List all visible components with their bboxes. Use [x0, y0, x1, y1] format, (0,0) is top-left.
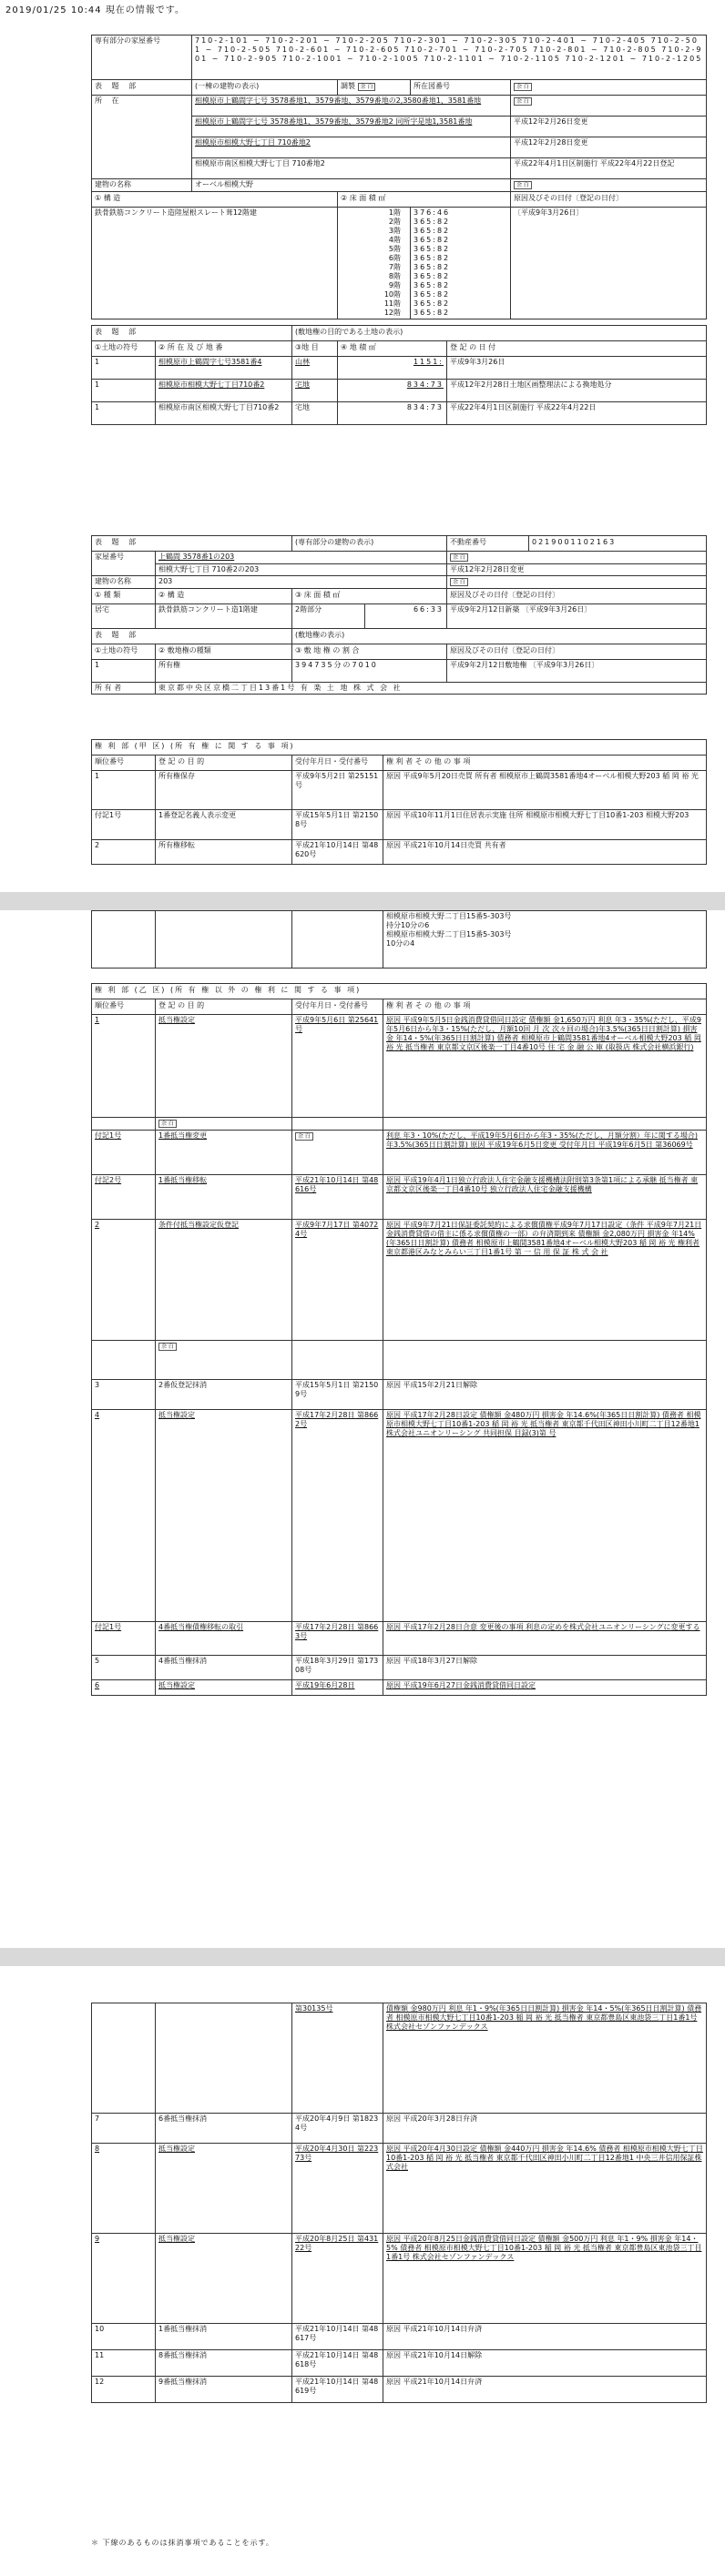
- blank-stamp: 余 白: [514, 181, 532, 189]
- land-title: 表 題 部: [92, 326, 292, 341]
- floor-2: 2階: [388, 218, 401, 226]
- otsu-no: 1: [92, 1015, 156, 1118]
- land-cat: 宅地: [292, 402, 338, 425]
- otsu-purpose: 8番抵当権抹消: [156, 2350, 292, 2377]
- unit-h-struct: ② 構 造: [156, 589, 292, 604]
- otsu-recv: 平成15年5月1日 第21509号: [292, 1380, 383, 1410]
- otsu-no: 8: [92, 2144, 156, 2234]
- unit-name-label: 建物の名称: [92, 576, 156, 589]
- otsu-no: 付記2号: [92, 1175, 156, 1220]
- land-title-sub: (敷地権の目的である土地の表示): [292, 326, 707, 341]
- kou-cont-detail: [383, 911, 707, 969]
- floor-area-header: ② 床 面 積 ㎡: [338, 192, 511, 208]
- land-header-no: ①土地の符号: [92, 341, 156, 357]
- structure-header: ① 構 造: [92, 192, 338, 208]
- land-row: [92, 402, 707, 425]
- otsu-detail: 原因 平成19年6月27日金銭消費貸借同日設定: [383, 1680, 707, 1696]
- otsu-purpose: 4番抵当権抹消: [156, 1656, 292, 1680]
- unit-title-sub: (専有部分の建物の表示): [292, 536, 447, 552]
- kou-recv: 平成15年5月1日 第21508号: [292, 810, 383, 840]
- otsu-continuation-table: [91, 2003, 707, 2403]
- location-line-4-date: 平成22年4月1日区制施行 平成22年4月22日登記: [511, 158, 707, 179]
- land-area: 834:73: [338, 380, 447, 402]
- otsu-recv: 平成18年3月29日 第17308号: [292, 1656, 383, 1680]
- otsu-purpose: 1番抵当権抹消: [156, 2324, 292, 2350]
- otsu-no: 4: [92, 1410, 156, 1622]
- building-name-date: [511, 179, 707, 192]
- fudosan-number: 0219001102163: [529, 536, 707, 552]
- location-line-2: 相模原市上鶴間字七号 3578番地1、3579番地、3579番地2 同所字是地1,3581番地: [192, 117, 511, 137]
- blank-stamp: 余 白: [158, 1343, 177, 1351]
- otsu-purpose: 抵当権設定: [156, 1410, 292, 1622]
- otsu-recv: 平成21年10月14日 第48616号: [292, 1175, 383, 1220]
- kou-row: [92, 840, 707, 865]
- page-1: [0, 0, 725, 892]
- otsu-purpose: 抵当権設定: [156, 2234, 292, 2324]
- otsu-h-detail: 権 利 者 そ の 他 の 事 項: [383, 999, 707, 1015]
- otsu-table: [91, 983, 707, 1696]
- otsu-purpose: 抵当権設定: [156, 1680, 292, 1696]
- land-row: [92, 380, 707, 402]
- otsu-detail: 原因 平成17年2月28日合意 変更後の事項 利息の定めを株式会社ユニオンリーシングに変更する: [383, 1622, 707, 1656]
- otsu-row: [92, 1622, 707, 1656]
- land-cat: 宅地: [292, 380, 338, 402]
- land-loc: 相模原市南区相模大野七丁目710番2: [156, 402, 292, 425]
- otsu-no: 3: [92, 1380, 156, 1410]
- kou-row: [92, 810, 707, 840]
- map-number-label: 所在図番号: [411, 80, 511, 96]
- shikichi-h-no: ①土地の符号: [92, 644, 156, 660]
- otsu-row: [92, 2114, 707, 2144]
- chosei-label: 調製 余 白: [338, 80, 411, 96]
- otsu-purpose: 抵当権設定: [156, 1015, 292, 1118]
- otsu-row: [92, 1131, 707, 1175]
- kou-h-purpose: 登 記 の 目 的: [156, 756, 292, 771]
- shikichi-h-kind: ② 敷地権の種類: [156, 644, 292, 660]
- kou-recv: 平成21年10月14日 第48620号: [292, 840, 383, 865]
- floor-11: 11階: [383, 299, 401, 308]
- otsu-detail: 利息 年3・10%(ただし、平成19年5月6日から年3・35%(ただし、月額分割）年に関する場合)年3.5%(365日日割計算) 原因 平成19年6月5日変更 受付年月日 平成19年6月5日 第36069号: [383, 1131, 707, 1175]
- blank-stamp: 余 白: [358, 83, 376, 91]
- area-10: 365:82: [414, 290, 451, 299]
- shikichi-h-date: 原因及びその日付〔登記の日付〕: [447, 644, 707, 660]
- area-11: 365:82: [414, 299, 451, 308]
- otsu-detail: 原因 平成15年2月21日解除: [383, 1380, 707, 1410]
- otsu-row: [92, 2350, 707, 2377]
- kou-purpose: 所有権移転: [156, 840, 292, 865]
- land-no: 1: [92, 357, 156, 380]
- otsu-purpose: 9番抵当権抹消: [156, 2377, 292, 2403]
- otsu-recv: 平成17年2月28日 第8662号: [292, 1410, 383, 1622]
- kou-no: 2: [92, 840, 156, 865]
- land-date: 平成22年4月1日区制施行 平成22年4月22日: [447, 402, 707, 425]
- structure-value: 鉄骨鉄筋コンクリート造陸屋根スレート葺12階建: [92, 208, 338, 319]
- structure-date: 〔平成9年3月26日〕: [511, 208, 707, 319]
- shikichi-title-sub: (敷地権の表示): [292, 629, 707, 644]
- area-12: 365:82: [414, 309, 451, 317]
- otsu-title: 権 利 部 (乙 区) (所 有 権 以 外 の 権 利 に 関 す る 事 項): [92, 984, 707, 999]
- otsu-row: [92, 2234, 707, 2324]
- land-cat: 山林: [292, 357, 338, 380]
- location-line-1-date: [511, 96, 707, 117]
- land-header-date: 登 記 の 日 付: [447, 341, 707, 357]
- unit-title: 表 題 部: [92, 536, 292, 552]
- land-no: 1: [92, 380, 156, 402]
- floor-9: 9階: [388, 281, 401, 289]
- land-area: 834:73: [338, 402, 447, 425]
- building-name: オーベル相模大野: [192, 179, 511, 192]
- otsu-no: 付記1号: [92, 1131, 156, 1175]
- otsu-no: 9: [92, 2234, 156, 2324]
- floor-list: [338, 208, 411, 319]
- location-line-4: 相模原市南区相模大野七丁目 710番地2: [192, 158, 511, 179]
- land-header-cat: ③地 目: [292, 341, 338, 357]
- kou-continuation: [91, 910, 707, 969]
- kaoku-line-2-date: 平成12年2月28日変更: [447, 564, 707, 576]
- unit-number-list: 710-2-101 ~ 710-2-201 ~ 710-2-205 710-2-301 ~ 710-2-305 710-2-401 ~ 710-2-405 710-2-501 ~ 710-2-505 710-2-601 ~ 710-2-605 710-2-701 ~ 710-2-705 710-2-801 ~ 710-2-805 710-2-901 ~ 710-2-905 710-2-1001 ~ 710-2-1005 710-2-1101 ~ 710-2-1105 710-2-1201 ~ 710-2-1205: [192, 35, 707, 80]
- otsu-row: [92, 1680, 707, 1696]
- unit-number-label: 専有部分の家屋番号: [92, 35, 192, 80]
- area-list: [411, 208, 511, 319]
- kou-h-detail: 権 利 者 そ の 他 の 事 項: [383, 756, 707, 771]
- otsu-row: [92, 2324, 707, 2350]
- otsu-row: [92, 1656, 707, 1680]
- otsu-detail: 原因 平成20年3月28日弁済: [383, 2114, 707, 2144]
- blank-stamp: 余 白: [450, 578, 468, 586]
- otsu-detail: 原因 平成21年10月14日解除: [383, 2350, 707, 2377]
- otsu-no: 5: [92, 1656, 156, 1680]
- cause-date-header: 原因及びその日付〔登記の日付〕: [511, 192, 707, 208]
- floor-5: 5階: [388, 245, 401, 253]
- unit-date: 平成9年2月12日新築 〔平成9年3月26日〕: [447, 604, 707, 629]
- kaoku-label: 家屋番号: [92, 552, 156, 576]
- blank-stamp: 余 白: [450, 553, 468, 562]
- otsu-detail: 原因 平成19年4月1日独立行政法人住宅金融支援機構法附則第3条第1項による承継 抵当権者 東京都文京区後楽一丁目4番10号 独立行政法人住宅金融支援機構: [383, 1175, 707, 1220]
- otsu-detail: 原因 平成17年2月28日設定 債権額 金480万円 損害金 年14.6%(年365日日割計算) 債務者 相模原市相模大野七丁目10番1-203 稲 岡 裕 光 抵当権者 東京都千代田区神田小川町二丁目12番地1 株式会社ユニオンリーシング 共同担保 目録(3)第 号: [383, 1410, 707, 1622]
- otsu-no: 2: [92, 1220, 156, 1341]
- unit-name-date: [447, 576, 707, 589]
- area-1: 376:46: [414, 208, 451, 217]
- otsu-purpose: 抵当権設定: [156, 2144, 292, 2234]
- kou-no: 1: [92, 771, 156, 810]
- floor-8: 8階: [388, 272, 401, 280]
- kou-detail: 原因 平成21年10月14日売買 共有者: [383, 840, 707, 865]
- floor-7: 7階: [388, 263, 401, 271]
- unit-table: [91, 535, 707, 695]
- shikichi-no: 1: [92, 660, 156, 683]
- land-table: [91, 325, 707, 425]
- area-2: 365:82: [414, 218, 451, 226]
- floor-12: 12階: [383, 309, 401, 317]
- otsu-row: [92, 1175, 707, 1220]
- title-section-sub: (一棟の建物の表示): [192, 80, 338, 96]
- title-section-label: 表 題 部: [92, 80, 192, 96]
- footnote: ＊ 下線のあるものは抹消事項であることを示す。: [91, 2539, 274, 2547]
- unit-area: 66:33: [365, 604, 447, 629]
- otsu-purpose: 2番仮登記抹消: [156, 1380, 292, 1410]
- location-label: 所 在: [92, 96, 192, 179]
- kou-cont-no: [92, 911, 156, 969]
- kou-detail: 原因 平成9年5月20日売買 所有者 相模原市上鶴間3581番地4オーベル相模大野203 稲 岡 裕 光: [383, 771, 707, 810]
- otsu-detail: 原因 平成20年8月25日金銭消費貸借同日設定 債権額 金500万円 利息 年1・9% 損害金 年14・5% 債務者 相模原市相模大野七丁目10番1-203 稲 岡 裕 光 抵当権者 東京都豊島区東池袋三丁目1番1号 株式会社セゾンファンデックス: [383, 2234, 707, 2324]
- land-area: 1151:: [338, 357, 447, 380]
- unit-name: 203: [156, 576, 447, 589]
- location-line-2-date: 平成12年2月26日変更: [511, 117, 707, 137]
- otsu-purpose: 条件付抵当権設定仮登記: [156, 1220, 292, 1341]
- kou-detail: 原因 平成10年11月1日住居表示実施 住所 相模原市相模大野七丁目10番1-203 相模大野203: [383, 810, 707, 840]
- blank-stamp: 余 白: [295, 1132, 313, 1141]
- timestamp: 2019/01/25 10:44 現在の情報です。: [5, 5, 186, 15]
- kou-recv: 平成9年5月2日 第25151号: [292, 771, 383, 810]
- otsu-cont-recv: 第30135号: [292, 2003, 383, 2114]
- area-8: 365:82: [414, 272, 451, 280]
- area-9: 365:82: [414, 281, 451, 289]
- area-3: 365:82: [414, 227, 451, 235]
- kou-no: 付記1号: [92, 810, 156, 840]
- blank-stamp: 余 白: [514, 83, 532, 91]
- otsu-recv: 平成9年7月17日 第40724号: [292, 1220, 383, 1341]
- floor-3: 3階: [388, 227, 401, 235]
- kou-purpose: 所有権保存: [156, 771, 292, 810]
- shikichi-h-ratio: ③ 敷 地 権 の 割 合: [292, 644, 447, 660]
- coowner-1-address: 相模原市相模大野二丁目15番5-303号: [386, 912, 512, 920]
- page-3: [0, 1966, 725, 2576]
- otsu-recv: 平成20年4月30日 第22373号: [292, 2144, 383, 2234]
- otsu-no: 12: [92, 2377, 156, 2403]
- blank-stamp: 余 白: [514, 97, 532, 106]
- kou-table: [91, 739, 707, 865]
- owner-label: 所 有 者: [92, 683, 156, 695]
- floor-10: 10階: [383, 290, 401, 299]
- coowner-1-share: 持分10分の6: [386, 921, 430, 929]
- map-number-value: [511, 80, 707, 96]
- otsu-no: 7: [92, 2114, 156, 2144]
- land-loc: 相模原市相模大野七丁目710番2: [156, 380, 292, 402]
- unit-h-date: 原因及びその日付〔登記の日付〕: [447, 589, 707, 604]
- otsu-detail: 原因 平成21年10月14日弁済: [383, 2377, 707, 2403]
- otsu-row: [92, 1015, 707, 1118]
- shikichi-title: 表 題 部: [92, 629, 292, 644]
- kou-purpose: 1番登記名義人表示変更: [156, 810, 292, 840]
- owner-value: 東京都中央区京橋二丁目13番1号 有 楽 土 地 株 式 会 社: [156, 683, 707, 695]
- unit-h-kind: ① 種 類: [92, 589, 156, 604]
- area-6: 365:82: [414, 254, 451, 262]
- unit-h-area: ③ 床 面 積 ㎡: [292, 589, 447, 604]
- coowner-2-address: 相模原市相模大野二丁目15番5-303号: [386, 930, 512, 938]
- unit-kind: 居宅: [92, 604, 156, 629]
- otsu-purpose: 1番抵当権移転: [156, 1175, 292, 1220]
- area-4: 365:82: [414, 236, 451, 244]
- otsu-row: [92, 1380, 707, 1410]
- otsu-no: 6: [92, 1680, 156, 1696]
- otsu-detail: 原因 平成18年3月27日解除: [383, 1656, 707, 1680]
- land-date: 平成9年3月26日: [447, 357, 707, 380]
- shikichi-date: 平成9年2月12日敷地権 〔平成9年3月26日〕: [447, 660, 707, 683]
- otsu-h-purpose: 登 記 の 目 的: [156, 999, 292, 1015]
- unit-struct: 鉄骨鉄筋コンクリート造1階建: [156, 604, 292, 629]
- otsu-recv: 平成17年2月28日 第8663号: [292, 1622, 383, 1656]
- fudosan-label: 不動産番号: [447, 536, 529, 552]
- shikichi-kind: 所有権: [156, 660, 292, 683]
- otsu-h-recv: 受付年月日・受付番号: [292, 999, 383, 1015]
- otsu-no: 10: [92, 2324, 156, 2350]
- otsu-detail: 原因 平成9年5月5日金銭消費貸借同日設定 債権額 金1,650万円 利息 年3・35%(ただし、平成9年5月6日から年3・15%(ただし、月額10回 月 次 次々回の場合)年3.5%(365日日割計算) 損害金 年14・5%(年365日日割計算) 債務者 相模原市上鶴間3581番地4オーベル相模大野203 稲 岡 裕 光 抵当権者 東京都文京区後楽一丁目4番10号 住 宅 金 融 公 庫 (取扱店 株式会社横浜銀行): [383, 1015, 707, 1118]
- blank-stamp: 余 白: [158, 1120, 177, 1128]
- otsu-recv: 平成19年6月28日: [292, 1680, 383, 1696]
- shikichi-ratio: 394735分の7010: [292, 660, 447, 683]
- otsu-purpose: 6番抵当権抹消: [156, 2114, 292, 2144]
- kou-h-recv: 受付年月日・受付番号: [292, 756, 383, 771]
- land-header-loc: ② 所 在 及 び 地 番: [156, 341, 292, 357]
- kou-cont-recv: [292, 911, 383, 969]
- land-date: 平成12年2月28日土地区画整理法による換地処分: [447, 380, 707, 402]
- land-no: 1: [92, 402, 156, 425]
- otsu-recv: 平成21年10月14日 第48618号: [292, 2350, 383, 2377]
- otsu-recv: 平成20年8月25日 第43122号: [292, 2234, 383, 2324]
- otsu-detail: 原因 平成9年7月21日保証委託契約による求償債権平成9年7月17日設定（条件 平成9年7月21日金銭消費貸借の借主に係る求償債権の一部）の弁済期到来 債権額 金2,080万円 損害金 年14%(年365日日割計算) 債務者 相模原市上鶴間3581番地4オーベル相模大野203 稲 岡 裕 光 権利者 東京都港区みなとみらい三丁目1番1号 第 一 信 用 保 証 株 式 会 社: [383, 1220, 707, 1341]
- area-7: 365:82: [414, 263, 451, 271]
- floor-4: 4階: [388, 236, 401, 244]
- otsu-recv: 平成9年5月6日 第25641号: [292, 1015, 383, 1118]
- page-2: [0, 910, 725, 1948]
- location-line-3-date: 平成12年2月28日変更: [511, 137, 707, 158]
- otsu-no: 付記1号: [92, 1622, 156, 1656]
- otsu-recv: [292, 1131, 383, 1175]
- otsu-row: [92, 1220, 707, 1341]
- kou-title: 権 利 部 (甲 区) (所 有 権 に 関 す る 事 項): [92, 740, 707, 756]
- location-line-1: 相模原市上鶴間字七号 3578番地1、3579番地、3579番地の2,3580番地1、3581番地: [192, 96, 511, 117]
- otsu-detail: 原因 平成20年4月30日設定 債権額 金440万円 損害金 年14.6% 債務者 相模原市相模大野七丁目10番1-203 稲 岡 裕 光 抵当権者 東京都千代田区神田小川町二丁目12番地1 中央三井信用保証株式会社: [383, 2144, 707, 2234]
- otsu-row: [92, 1410, 707, 1622]
- kou-h-no: 順位番号: [92, 756, 156, 771]
- kaoku-line-2: 相模大野七丁目 710番2の203: [156, 564, 447, 576]
- building-name-label: 建物の名称: [92, 179, 192, 192]
- otsu-no: 11: [92, 2350, 156, 2377]
- kaoku-line-1-date: [447, 552, 707, 564]
- otsu-recv: 平成20年4月9日 第18234号: [292, 2114, 383, 2144]
- otsu-detail: 原因 平成21年10月14日弁済: [383, 2324, 707, 2350]
- building-header-table: [91, 35, 707, 425]
- land-row: [92, 357, 707, 380]
- otsu-recv: 平成21年10月14日 第48619号: [292, 2377, 383, 2403]
- floor-1: 1階: [388, 208, 401, 217]
- otsu-h-no: 順位番号: [92, 999, 156, 1015]
- land-header-area: ④ 地 積 ㎡: [338, 341, 447, 357]
- area-5: 365:82: [414, 245, 451, 253]
- otsu-purpose: 4番抵当権債権移転の取引: [156, 1622, 292, 1656]
- floor-6: 6階: [388, 254, 401, 262]
- unit-floor: 2階部分: [292, 604, 365, 629]
- kou-cont-purpose: [156, 911, 292, 969]
- kaoku-line-1: 上鶴間 3578番1の203: [156, 552, 447, 564]
- otsu-purpose: 1番抵当権変更: [156, 1131, 292, 1175]
- kou-row: [92, 771, 707, 810]
- land-loc: 相模原市上鶴間字七号3581番4: [156, 357, 292, 380]
- otsu-row: [92, 2377, 707, 2403]
- otsu-recv: 平成21年10月14日 第48617号: [292, 2324, 383, 2350]
- otsu-row: [92, 2144, 707, 2234]
- otsu-cont-detail: 債権額 金980万円 利息 年1・9%(年365日日割計算) 損害金 年14・5%(年365日日割計算) 債務者 相模原市相模大野七丁目10番1-203 稲 岡 裕 光 抵当権者 東京都豊島区東池袋三丁目1番1号 株式会社セゾンファンデックス: [383, 2003, 707, 2114]
- coowner-2-share: 10分の4: [386, 939, 415, 948]
- location-line-3: 相模原市相模大野七丁目 710番地2: [192, 137, 511, 158]
